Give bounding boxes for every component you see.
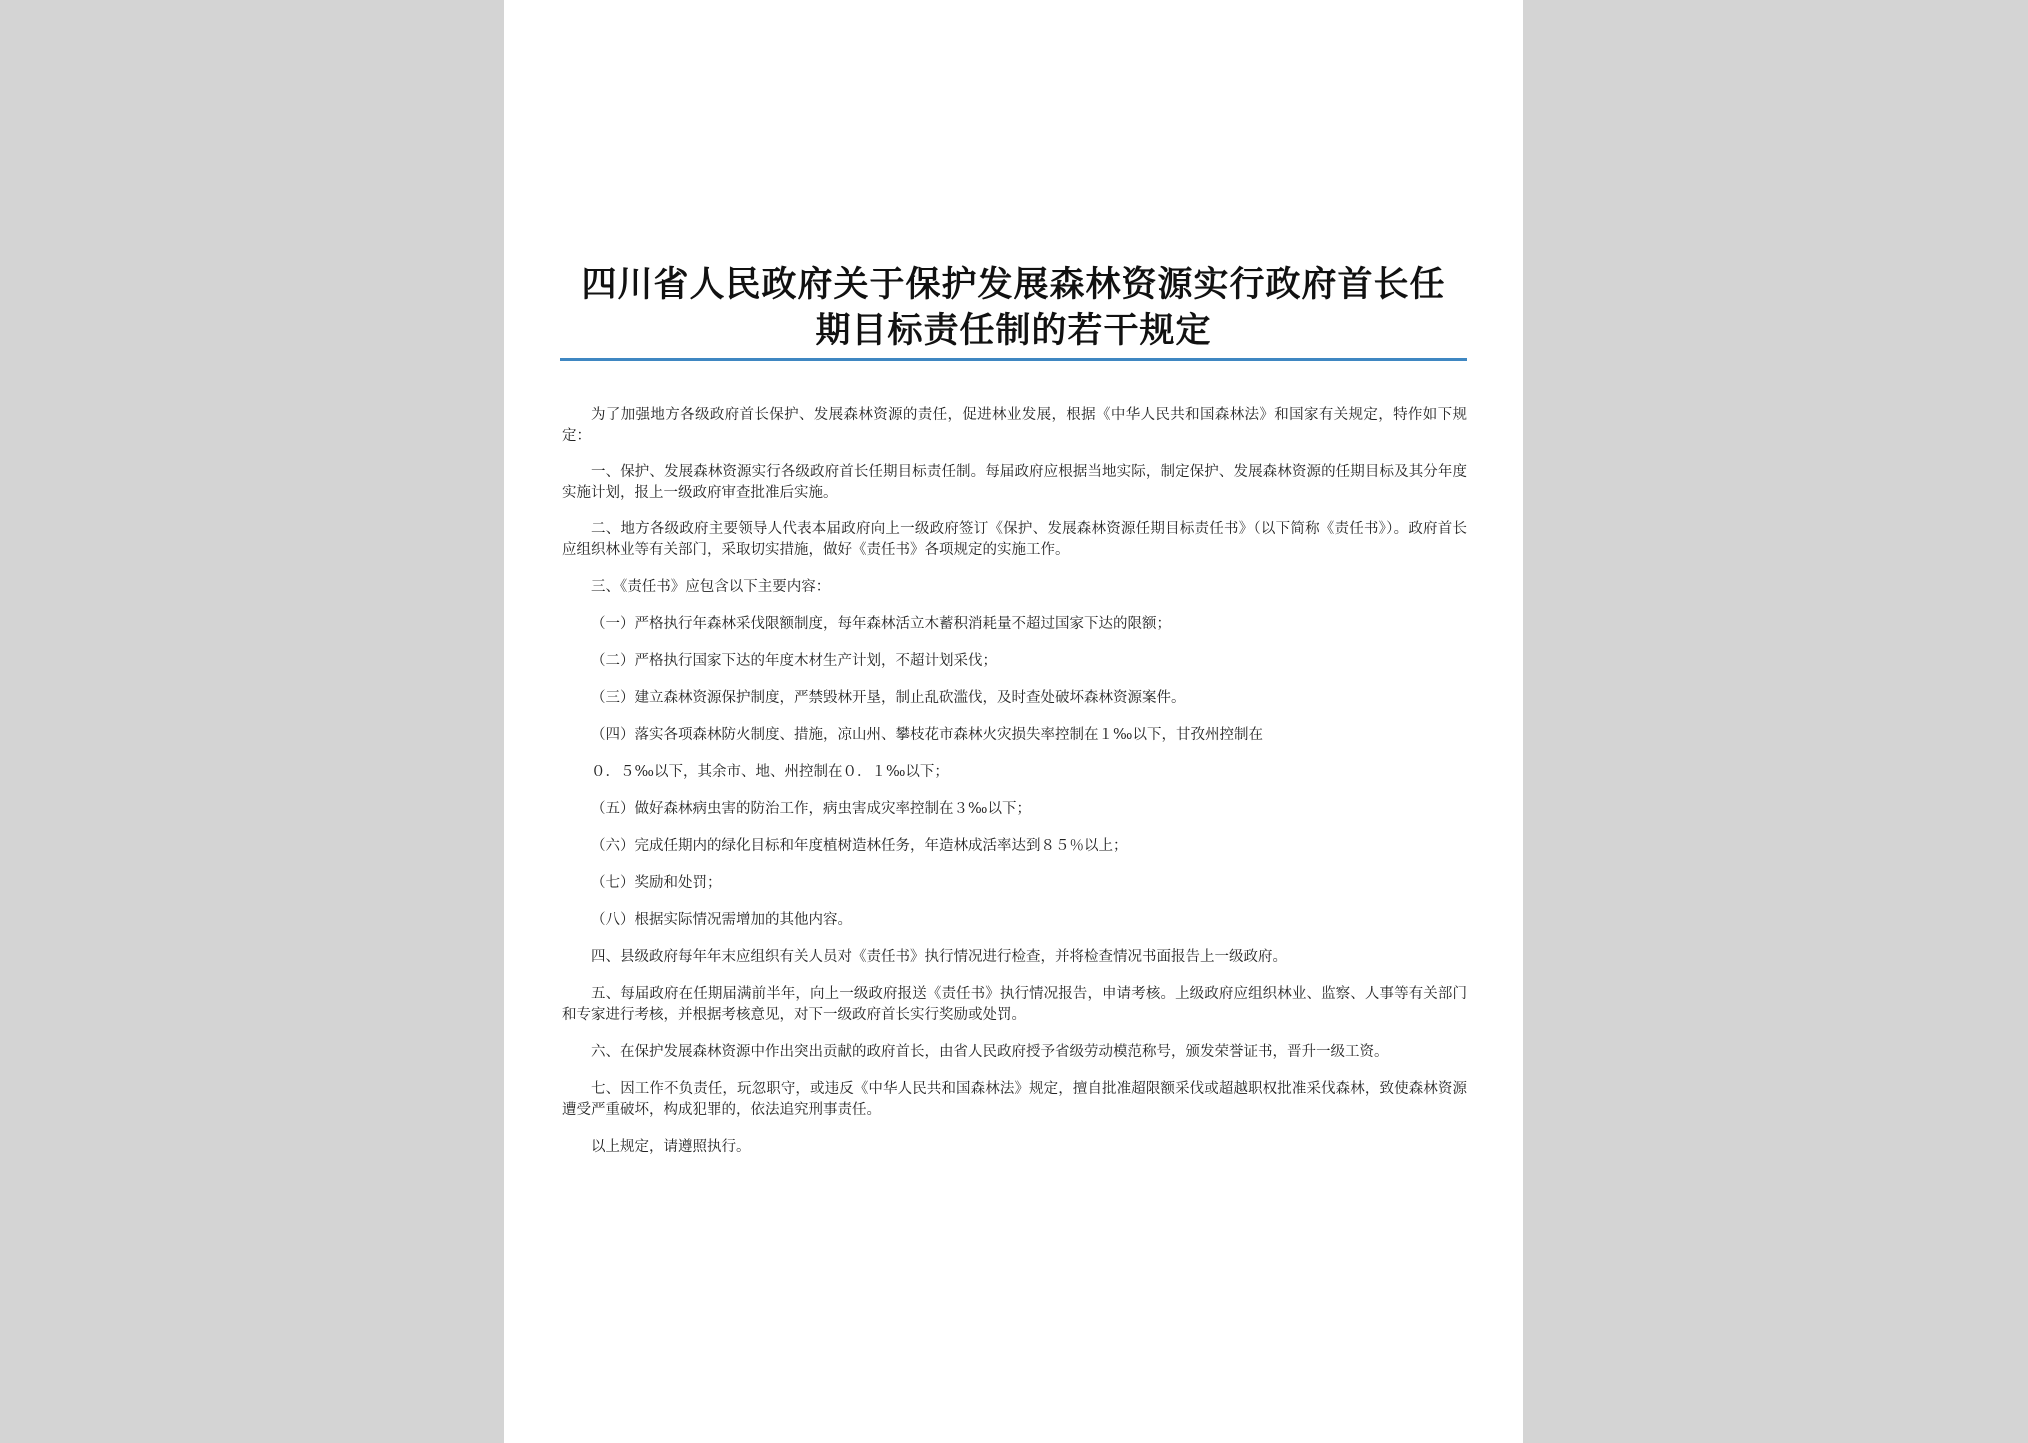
article-2: 二、地方各级政府主要领导人代表本届政府向上一级政府签订《保护、发展森林资源任期目标责任书》（以下简称《责任书》）。政府首长应组织林业等有关部门，采取切实措施，做好《责任书》各项规定的实施工作。 xyxy=(562,521,1467,558)
document-page xyxy=(504,0,1523,1443)
list-item-8: （八）根据实际情况需增加的其他内容。 xyxy=(591,912,852,928)
title-divider xyxy=(560,358,1467,361)
list-item-3: （三）建立森林资源保护制度，严禁毁林开垦，制止乱砍滥伐，及时查处破坏森林资源案件。 xyxy=(591,690,1186,706)
article-6: 六、在保护发展森林资源中作出突出贡献的政府首长，由省人民政府授予省级劳动模范称号，颁发荣誉证书，晋升一级工资。 xyxy=(591,1044,1389,1060)
title-line-2: 期目标责任制的若干规定 xyxy=(815,311,1212,351)
list-item-5: （五）做好森林病虫害的防治工作，病虫害成灾率控制在３‰以下； xyxy=(591,801,1031,817)
article-1: 一、保护、发展森林资源实行各级政府首长任期目标责任制。每届政府应根据当地实际，制定保护、发展森林资源的任期目标及其分年度实施计划，报上一级政府审查批准后实施。 xyxy=(562,464,1467,501)
article-5: 五、每届政府在任期届满前半年，向上一级政府报送《责任书》执行情况报告，申请考核。上级政府应组织林业、监察、人事等有关部门和专家进行考核，并根据考核意见，对下一级政府首长实行奖励或处罚。 xyxy=(562,986,1467,1023)
document-body xyxy=(562,405,1467,1158)
list-item-4: （四）落实各项森林防火制度、措施，凉山州、攀枝花市森林火灾损失率控制在１‰以下，甘孜州控制在 xyxy=(591,727,1263,743)
list-item-2: （二）严格执行国家下达的年度木材生产计划，不超计划采伐； xyxy=(591,653,997,669)
intro-paragraph: 为了加强地方各级政府首长保护、发展森林资源的责任，促进林业发展，根据《中华人民共和国森林法》和国家有关规定，特作如下规定： xyxy=(562,407,1467,444)
list-item-4-continued: ０．５‰以下，其余市、地、州控制在０．１‰以下； xyxy=(591,764,949,780)
list-item-7: （七）奖励和处罚； xyxy=(591,875,722,891)
closing-statement: 以上规定，请遵照执行。 xyxy=(591,1139,751,1155)
list-item-1: （一）严格执行年森林采伐限额制度，每年森林活立木蓄积消耗量不超过国家下达的限额； xyxy=(591,616,1171,632)
article-7: 七、因工作不负责任，玩忽职守，或违反《中华人民共和国森林法》规定，擅自批准超限额采伐或超越职权批准采伐森林，致使森林资源遭受严重破坏，构成犯罪的，依法追究刑事责任。 xyxy=(562,1081,1467,1118)
article-4: 四、县级政府每年年末应组织有关人员对《责任书》执行情况进行检查，并将检查情况书面报告上一级政府。 xyxy=(591,949,1287,965)
document-title xyxy=(560,262,1467,354)
article-3: 三、《责任书》应包含以下主要内容： xyxy=(591,579,831,595)
list-item-6: （六）完成任期内的绿化目标和年度植树造林任务，年造林成活率达到８５％以上； xyxy=(591,838,1128,854)
title-line-1: 四川省人民政府关于保护发展森林资源实行政府首长任 xyxy=(581,265,1446,305)
